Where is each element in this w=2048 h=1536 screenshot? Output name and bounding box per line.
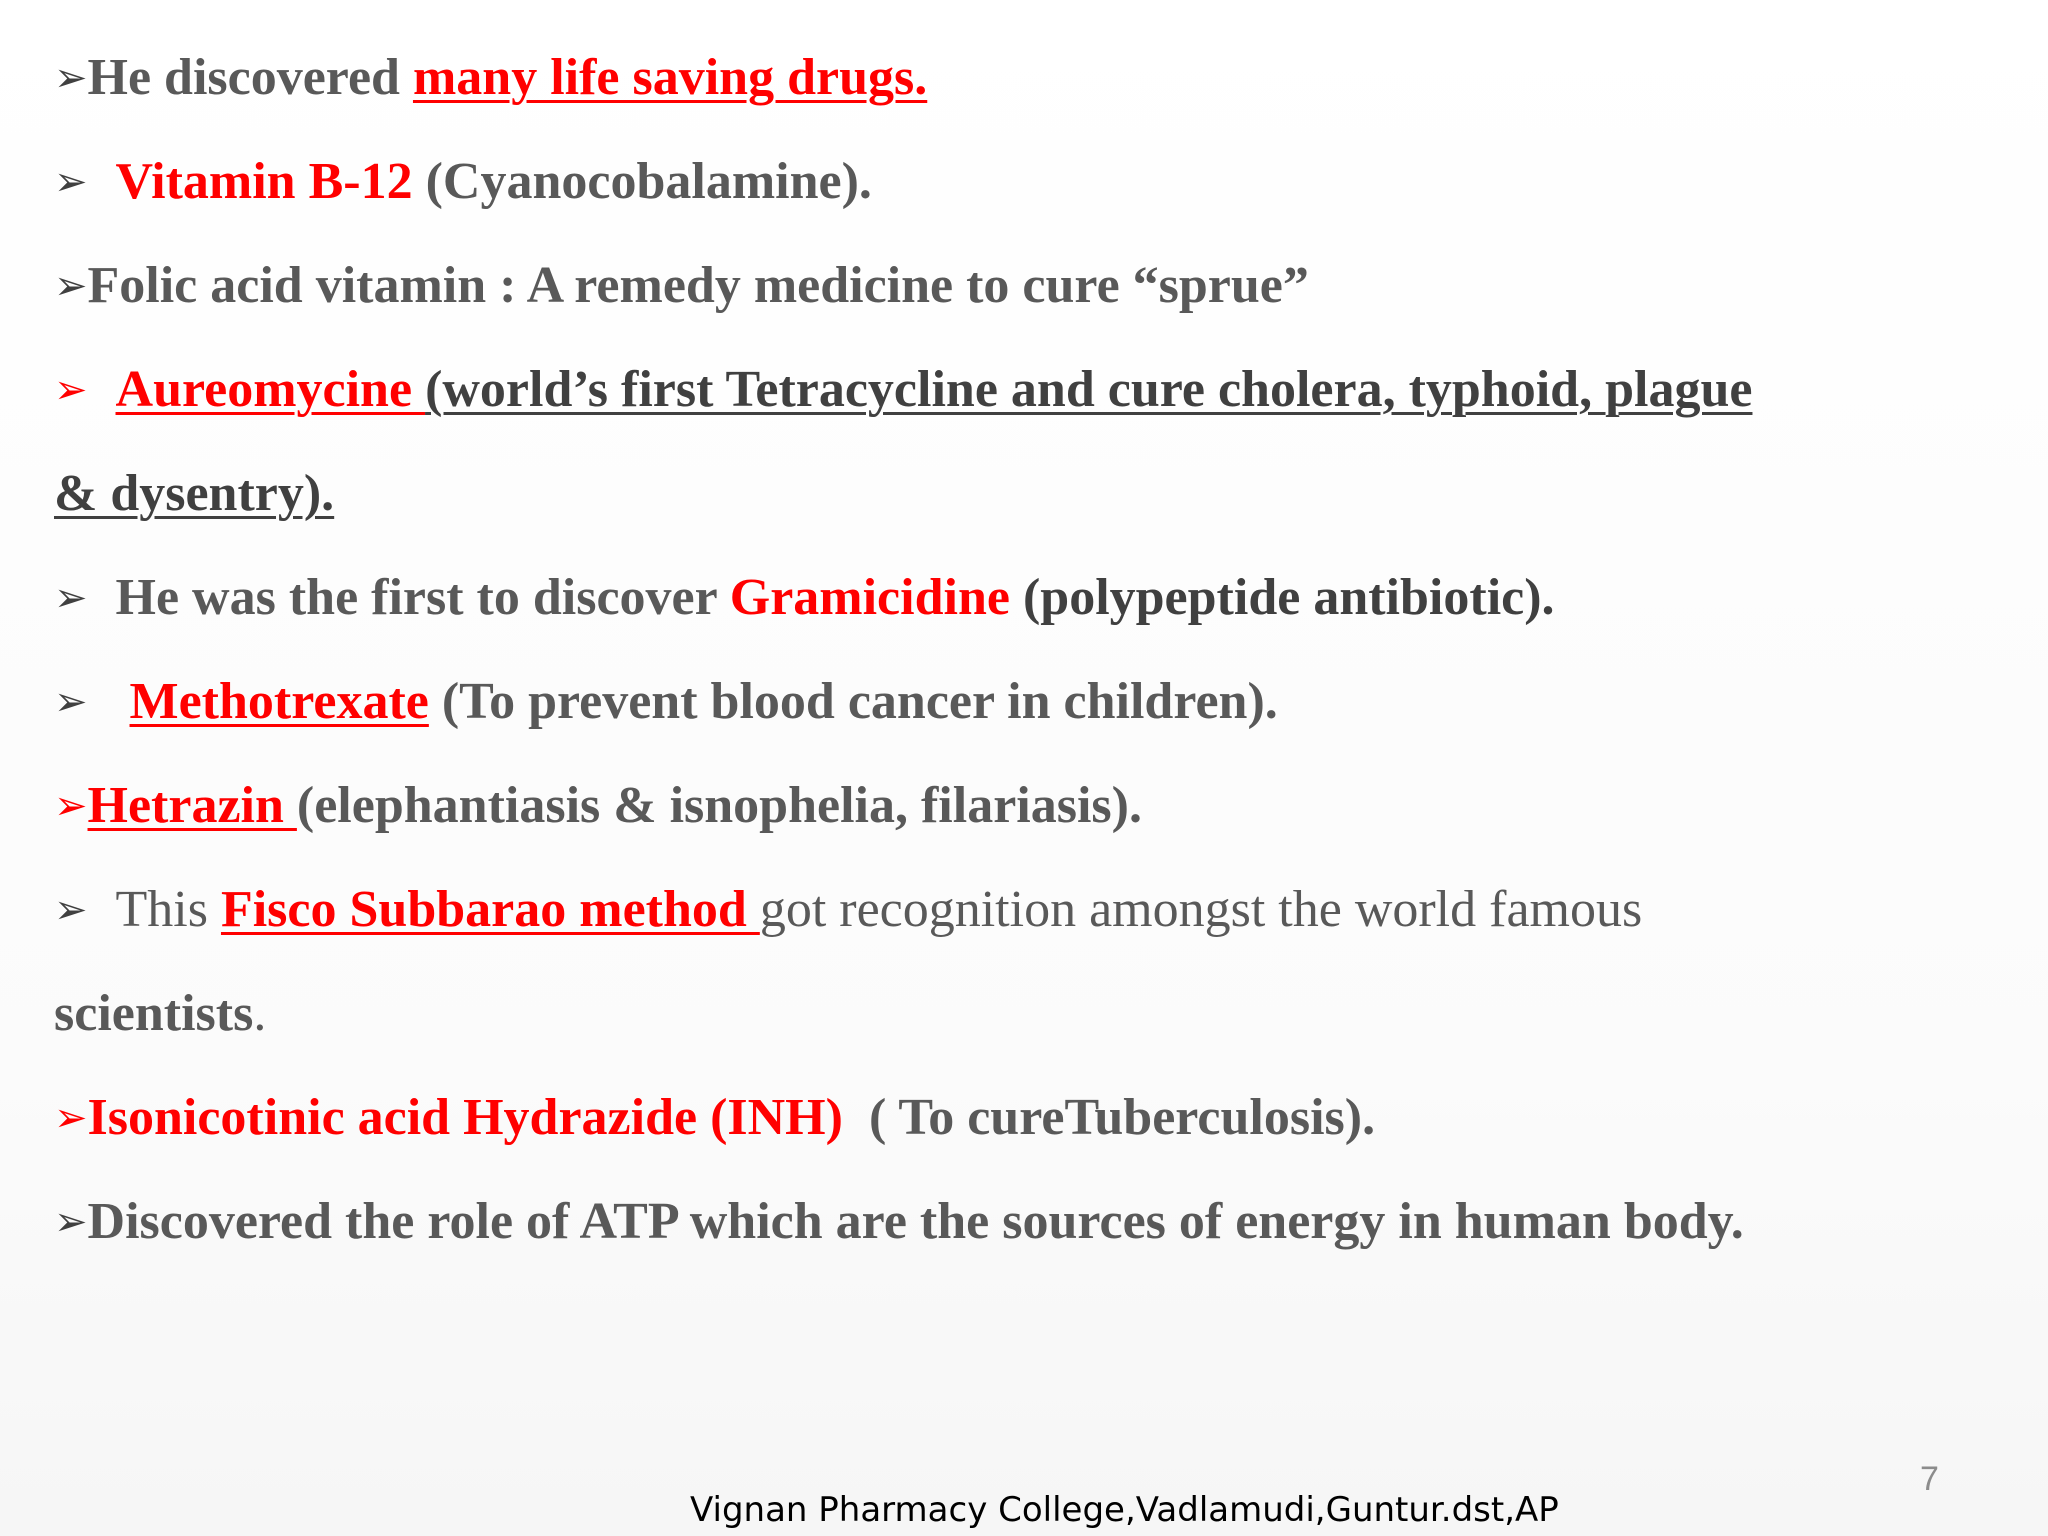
line-2-text: (Cyanocobalamine). xyxy=(412,153,872,210)
arrow-bullet-icon: ➢ xyxy=(54,575,88,621)
line-6-tail: (polypeptide antibiotic). xyxy=(1009,569,1555,626)
arrow-bullet-icon: ➢ xyxy=(54,1095,88,1141)
line-10-text: scientists xyxy=(54,985,254,1042)
bullet-line-6 xyxy=(54,672,2014,732)
bullet-line-5 xyxy=(54,568,2014,628)
arrow-bullet-icon: ➢ xyxy=(54,159,88,205)
arrow-bullet-icon: ➢ xyxy=(54,263,88,309)
arrow-bullet-icon: ➢ xyxy=(54,367,88,413)
bullet-line-3 xyxy=(54,256,2014,316)
line-11-highlight: Isonicotinic acid Hydrazide (INH) xyxy=(87,1089,843,1146)
bullet-line-7 xyxy=(54,776,2014,836)
arrow-bullet-icon: ➢ xyxy=(54,55,88,101)
line-12-text: Discovered the role of ATP which are the sources of energy in human body. xyxy=(87,1193,1744,1250)
line-6-highlight: Gramicidine xyxy=(729,569,1010,626)
bullet-line-8-continued xyxy=(54,984,2014,1044)
line-2-highlight: Vitamin B-12 xyxy=(115,153,413,210)
line-7-highlight: Methotrexate xyxy=(129,673,429,730)
line-4-text: (world’s first Tetracycline and cure cholera, typhoid, plague xyxy=(425,361,1753,418)
line-10-tail: . xyxy=(253,985,267,1042)
line-1-highlight: many life saving drugs. xyxy=(412,49,928,106)
arrow-bullet-icon: ➢ xyxy=(54,783,88,829)
bullet-line-1 xyxy=(54,48,2014,108)
bullet-line-10 xyxy=(54,1192,2014,1252)
slide-content xyxy=(54,48,2014,1296)
line-5-text: & dysentry). xyxy=(54,465,335,522)
page-number: 7 xyxy=(1920,1460,1939,1498)
line-8-highlight: Hetrazin xyxy=(87,777,297,834)
bullet-line-4-continued xyxy=(54,464,2014,524)
line-7-text: (To prevent blood cancer in children). xyxy=(428,673,1278,730)
bullet-line-4 xyxy=(54,360,2014,420)
arrow-bullet-icon: ➢ xyxy=(54,679,88,725)
bullet-line-8 xyxy=(54,880,2014,940)
line-9-text: This xyxy=(115,881,221,938)
bullet-line-2 xyxy=(54,152,2014,212)
line-9-highlight: Fisco Subbarao method xyxy=(220,881,760,938)
line-11-text: ( To cureTuberculosis). xyxy=(842,1089,1376,1146)
arrow-bullet-icon: ➢ xyxy=(54,1199,88,1245)
line-3-text: Folic acid vitamin : A remedy medicine to cure “sprue” xyxy=(87,257,1309,314)
line-8-text: (elephantiasis & isnophelia, filariasis). xyxy=(296,777,1142,834)
line-9-tail: got recognition amongst the world famous xyxy=(759,881,1643,938)
line-6-text: He was the first to discover xyxy=(115,569,730,626)
line-1-text: He discovered xyxy=(87,49,413,106)
arrow-bullet-icon: ➢ xyxy=(54,887,88,933)
line-4-highlight: Aureomycine xyxy=(115,361,426,418)
bullet-line-9 xyxy=(54,1088,2014,1148)
footer-text: Vignan Pharmacy College,Vadlamudi,Guntur.dst,AP xyxy=(690,1490,1559,1530)
